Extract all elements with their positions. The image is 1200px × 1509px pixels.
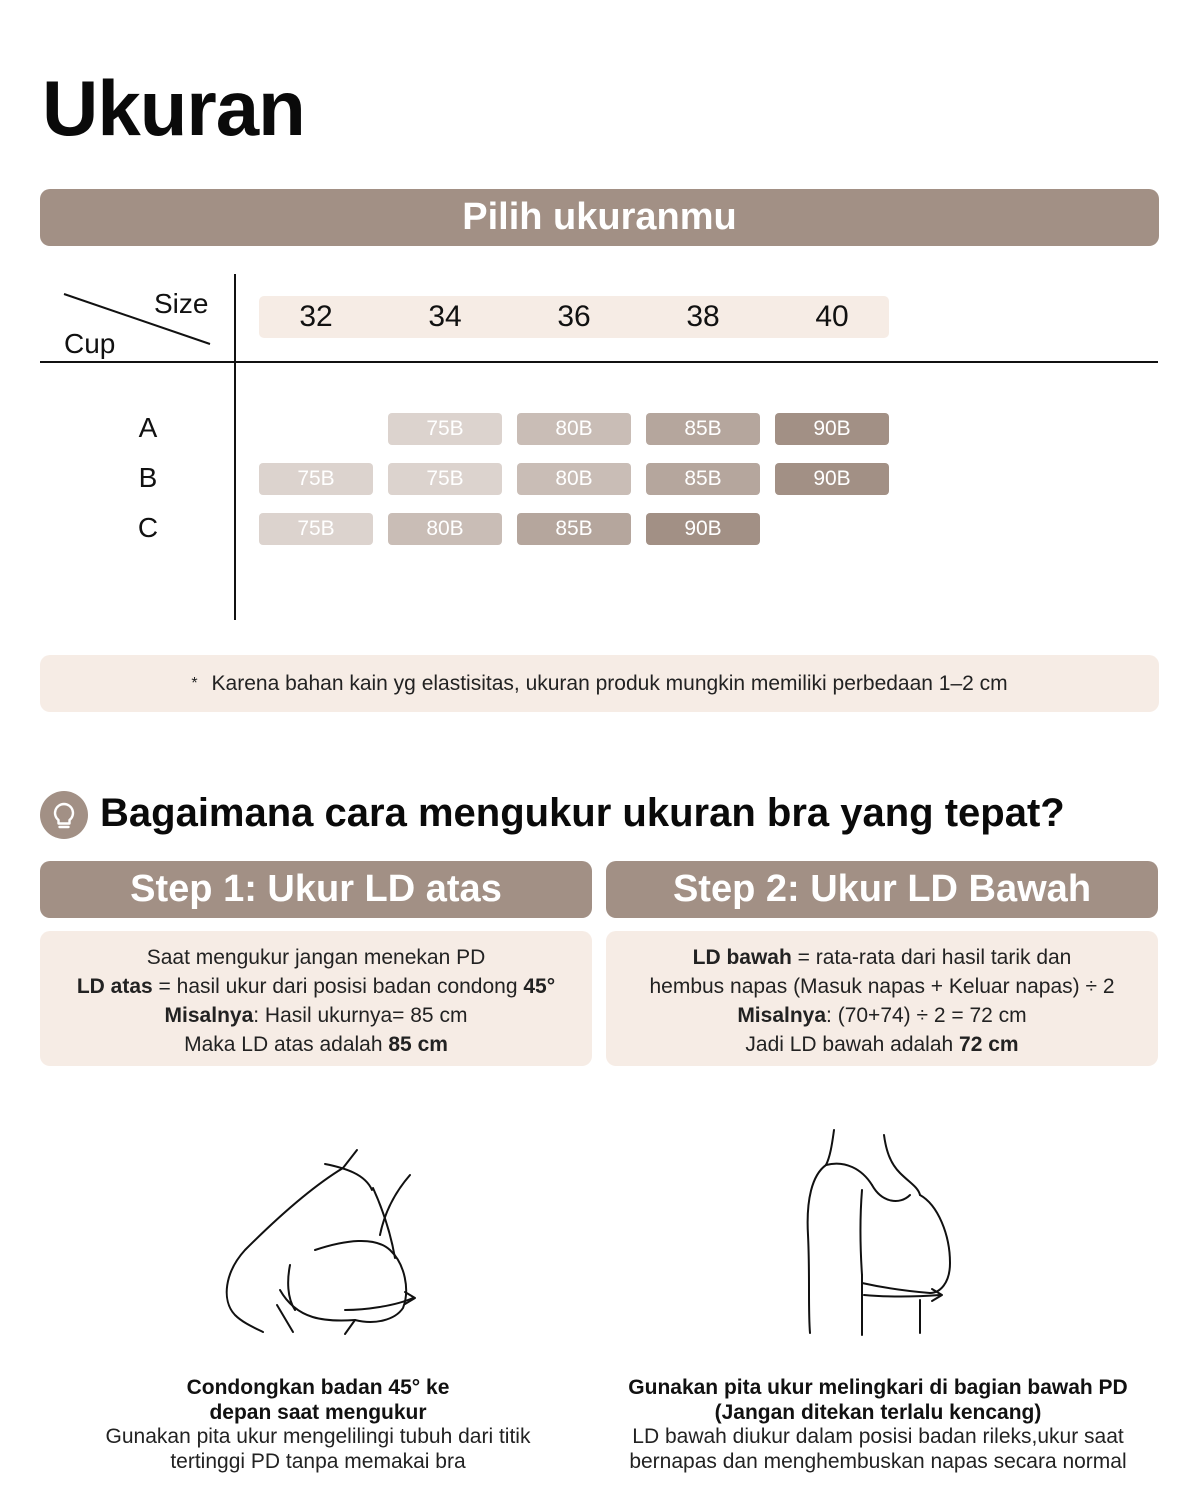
lightbulb-icon <box>40 791 88 839</box>
size-cell[interactable]: 90B <box>775 463 889 495</box>
step2-caption: Gunakan pita ukur melingkari di bagian bawah PD (Jangan ditekan terlalu kencang) LD bawah diukur dalam posisi badan rileks,ukur saat bernapas dan menghembuskan napas secara normal <box>628 1376 1128 1473</box>
under-bust-illustration <box>790 1125 970 1340</box>
cup-row-label-b: B <box>138 462 158 493</box>
table-vertical-divider <box>234 274 236 620</box>
cup-row-label-c: C <box>137 512 159 543</box>
size-cell[interactable]: 85B <box>517 513 631 545</box>
size-cell[interactable]: 90B <box>646 513 760 545</box>
step1-title: Step 1: Ukur LD atas <box>40 861 592 918</box>
size-cell[interactable]: 85B <box>646 413 760 445</box>
step1-line2: LD atas = hasil ukur dari posisi badan condong 45° <box>76 975 556 998</box>
size-column-36: 36 <box>557 300 591 333</box>
size-cell[interactable]: 75B <box>388 463 502 495</box>
size-column-38: 38 <box>686 300 720 333</box>
size-cell[interactable]: 75B <box>259 513 373 545</box>
step1-line1: Saat mengukur jangan menekan PD <box>146 946 486 969</box>
step2-line1: LD bawah = rata-rata dari hasil tarik dan <box>692 946 1072 969</box>
lean-forward-illustration <box>215 1140 435 1340</box>
step2-line3: Misalnya: (70+74) ÷ 2 = 72 cm <box>737 1004 1027 1027</box>
size-column-40: 40 <box>815 300 849 333</box>
step2-line4: Jadi LD bawah adalah 72 cm <box>745 1033 1019 1056</box>
choose-size-banner: Pilih ukuranmu <box>40 189 1159 246</box>
step2-line2: hembus napas (Masuk napas + Keluar napas) ÷ 2 <box>649 975 1115 998</box>
elasticity-note <box>40 655 1159 712</box>
note-text: Karena bahan kain yg elastisitas, ukuran produk mungkin memiliki perbedaan 1–2 cm <box>211 672 1008 695</box>
how-to-measure-title: Bagaimana cara mengukur ukuran bra yang tepat? <box>100 791 1065 835</box>
step1-line4: Maka LD atas adalah 85 cm <box>184 1033 448 1056</box>
size-cell[interactable]: 80B <box>517 413 631 445</box>
step2-instructions <box>606 931 1158 1066</box>
size-header: Size <box>154 288 209 319</box>
step1-caption: Condongkan badan 45° ke depan saat mengukur Gunakan pita ukur mengelilingi tubuh dari titik tertinggi PD tanpa memakai bra <box>105 1376 531 1473</box>
size-cell[interactable]: 90B <box>775 413 889 445</box>
size-cell[interactable]: 80B <box>388 513 502 545</box>
size-column-32: 32 <box>299 300 333 333</box>
size-column-34: 34 <box>428 300 462 333</box>
size-cell[interactable]: 85B <box>646 463 760 495</box>
size-cell[interactable]: 75B <box>259 463 373 495</box>
step1-line3: Misalnya: Hasil ukurnya= 85 cm <box>164 1004 468 1027</box>
step2-title: Step 2: Ukur LD Bawah <box>606 861 1158 918</box>
table-horizontal-divider <box>40 361 1158 363</box>
cup-row-label-a: A <box>138 412 158 443</box>
size-cell[interactable]: 75B <box>388 413 502 445</box>
step1-instructions <box>40 931 592 1066</box>
size-cell[interactable]: 80B <box>517 463 631 495</box>
page-title: Ukuran <box>42 64 305 152</box>
note-marker: * <box>191 675 198 692</box>
size-table <box>0 270 1200 630</box>
cup-header: Cup <box>64 328 116 359</box>
